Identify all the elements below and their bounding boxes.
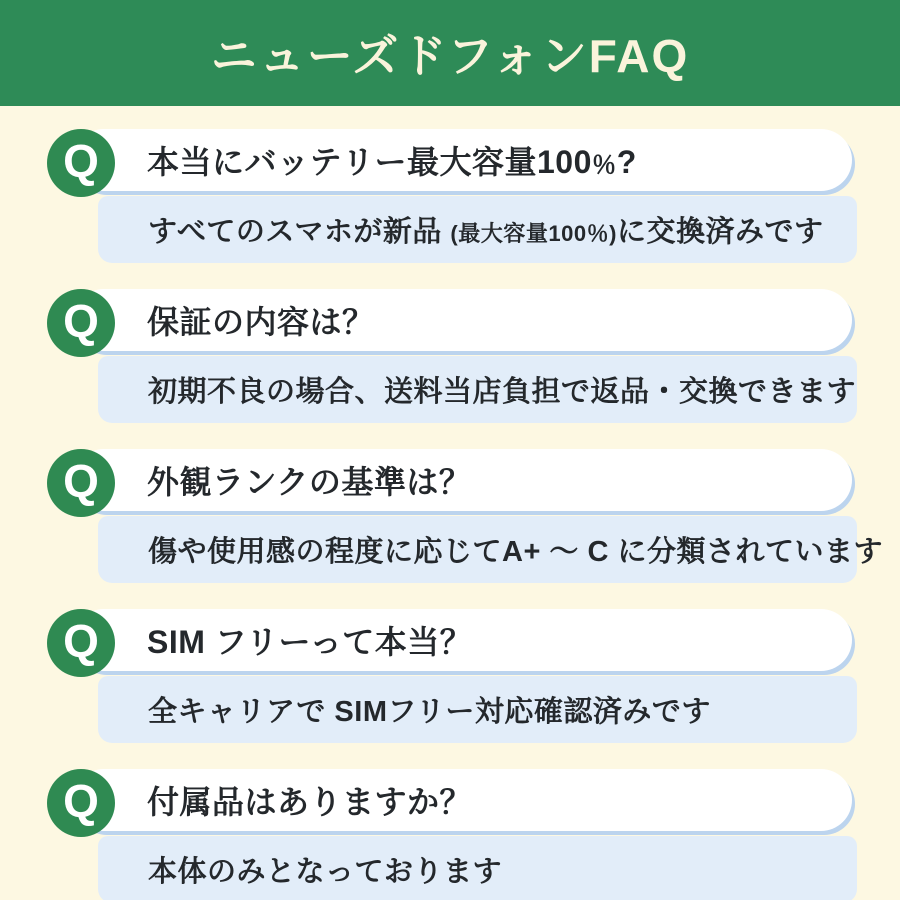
q-badge [47,449,115,517]
faq-item [47,129,857,263]
page-title: ニューズドフォンFAQ [210,30,690,82]
q-badge [47,129,115,197]
answer-box [98,356,857,423]
question-text: 保証の内容は？ [147,304,375,340]
faq-list [0,106,900,900]
question-text: 付属品はありますか？ [147,784,473,820]
faq-item [47,289,857,423]
q-badge-letter: Q [63,295,99,347]
question-row [47,609,857,677]
q-badge [47,609,115,677]
question-text: SIM フリーって本当？ [147,624,473,660]
question-pill [73,769,852,831]
question-text: 外観ランクの基準は？ [147,464,472,500]
answer-text: 本体のみとなっております [148,856,503,888]
q-badge-letter: Q [63,775,99,827]
answer-box [98,516,883,583]
answer-text: 全キャリアで SIMフリー対応確認済みです [148,696,711,728]
question-pill [73,129,852,191]
answer-text: すべてのスマホが新品 (最大容量100％)に交換済みです [148,216,824,248]
answer-text: 初期不良の場合、送料当店負担で返品・交換できます [148,376,857,408]
question-pill [73,609,852,671]
faq-item [47,769,857,900]
header-banner [0,0,900,106]
q-badge-letter: Q [63,455,99,507]
answer-box [98,676,857,743]
question-row [47,769,857,837]
question-pill [73,289,852,351]
faq-item [47,449,883,583]
answer-box [98,196,857,263]
faq-item [47,609,857,743]
question-row [47,449,857,517]
answer-text: 傷や使用感の程度に応じてA+ ～ C に分類されています [148,536,883,568]
answer-box [98,836,857,900]
q-badge [47,289,115,357]
q-badge [47,769,115,837]
q-badge-letter: Q [63,135,99,187]
question-row [47,289,857,357]
question-text: 本当にバッテリー最大容量100％? [147,144,637,180]
q-badge-letter: Q [63,615,99,667]
question-pill [73,449,852,511]
question-row [47,129,857,197]
